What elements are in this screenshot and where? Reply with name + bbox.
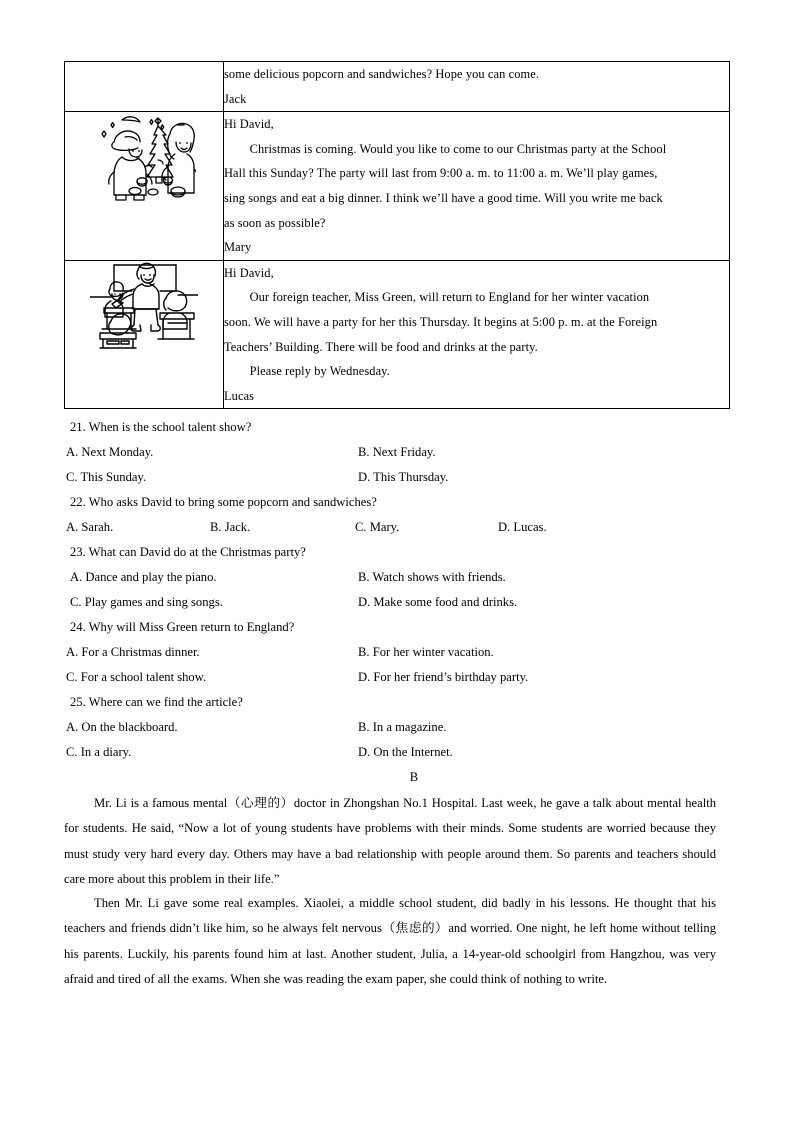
letter-line: Teachers’ Building. There will be food and drinks at the party. (224, 339, 538, 354)
option-row (64, 440, 764, 465)
option-row (64, 565, 764, 590)
option-c[interactable]: C. This Sunday. (66, 470, 147, 484)
option-row (64, 465, 764, 490)
question-22 (64, 490, 764, 540)
question-stem: 21. When is the school talent show? (70, 420, 252, 434)
question-21 (64, 415, 764, 490)
letters-table (64, 61, 730, 409)
option-b[interactable]: B. In a magazine. (358, 720, 447, 734)
letter-line: as soon as possible? (224, 215, 326, 230)
option-d[interactable]: D. For her friend’s birthday party. (358, 670, 529, 684)
question-stem: 23. What can David do at the Christmas party? (70, 545, 306, 559)
passage-b-cont (64, 891, 716, 992)
letter-line: some delicious popcorn and sandwiches? Hope you can come. (224, 67, 540, 81)
letter-greeting: Hi David, (224, 265, 274, 280)
letter-line: Hall this Sunday? The party will last from 9:00 a. m. to 11:00 a. m. We’ll play games, (224, 166, 658, 181)
option-b[interactable]: B. Watch shows with friends. (358, 570, 506, 584)
letter-cell-jack (224, 62, 730, 112)
section-b-label: B (409, 770, 419, 784)
letter-line: soon. We will have a party for her this Thursday. It begins at 5:00 p. m. at the Foreign (224, 314, 658, 329)
option-d[interactable]: D. On the Internet. (358, 745, 453, 759)
letter-signature: Jack (224, 91, 247, 106)
option-b[interactable]: B. For her winter vacation. (358, 645, 494, 659)
question-24 (64, 615, 764, 690)
question-stem: 25. Where can we find the article? (70, 695, 243, 709)
table-row (65, 62, 730, 112)
option-row (64, 665, 764, 690)
letter-signature: Lucas (224, 388, 255, 403)
option-c[interactable]: C. For a school talent show. (66, 670, 207, 684)
option-d[interactable]: D. Make some food and drinks. (358, 595, 518, 609)
question-stem: 24. Why will Miss Green return to England? (70, 620, 295, 634)
option-row (64, 590, 764, 615)
option-d[interactable]: D. This Thursday. (358, 470, 449, 484)
letter-greeting: Hi David, (224, 117, 274, 132)
illustration-cell-christmas (65, 112, 224, 261)
table-row (65, 260, 730, 409)
question-23 (64, 540, 764, 615)
option-a[interactable]: A. Next Monday. (66, 445, 154, 459)
christmas-tree-children-illustration (92, 112, 196, 204)
option-c[interactable]: C. Play games and sing songs. (70, 595, 223, 609)
option-row (64, 515, 764, 540)
letter-cell-lucas (224, 260, 730, 409)
letter-line: Christmas is coming. Would you like to come to our Christmas party at the School (224, 141, 667, 156)
illustration-cell-classroom (65, 260, 224, 409)
question-stem: 22. Who asks David to bring some popcorn and sandwiches? (70, 495, 377, 509)
letter-signature: Mary (224, 240, 252, 255)
question-25 (64, 690, 764, 765)
option-a[interactable]: A. Sarah. (66, 520, 114, 534)
option-a[interactable]: A. Dance and play the piano. (70, 570, 217, 584)
letter-line: Please reply by Wednesday. (224, 364, 390, 379)
option-b[interactable]: B. Jack. (210, 520, 251, 534)
classroom-teacher-students-illustration (90, 261, 198, 351)
option-c[interactable]: C. In a diary. (66, 745, 132, 759)
option-d[interactable]: D. Lucas. (498, 520, 547, 534)
option-row (64, 715, 764, 740)
option-b[interactable]: B. Next Friday. (358, 445, 436, 459)
letter-line: sing songs and eat a big dinner. I think we’ll have a good time. Will you write me back (224, 190, 663, 205)
option-a[interactable]: A. For a Christmas dinner. (66, 645, 200, 659)
table-row (65, 112, 730, 261)
illustration-cell-empty (65, 62, 224, 112)
letter-line: Our foreign teacher, Miss Green, will return to England for her winter vacation (224, 290, 650, 305)
passage-paragraph-1: Mr. Li is a famous mental（心理的）doctor in Zhongshan No.1 Hospital. Last week, he gave a talk about mental health for students. He said, “Now a lot of young students have problems with their minds. Some students are worried because they must study very hard every day. Others may have a bad relationship with people around them. So parents and teachers should care more about this problem in their life.” (64, 796, 716, 886)
option-row (64, 640, 764, 665)
option-a[interactable]: A. On the blackboard. (66, 720, 178, 734)
letter-cell-mary (224, 112, 730, 261)
passage-paragraph-2: Then Mr. Li gave some real examples. Xiaolei, a middle school student, did badly in his lessons. He thought that his teachers and friends didn’t like him, so he always felt nervous（焦虑的）and worried. One night, he left home without telling his parents. Luckily, his parents found him at last. Another student, Julia, a 14-year-old schoolgirl from Hangzhou, was very afraid and tired of all the exams. When she was reading the exam paper, she could think of nothing to write. (64, 896, 716, 986)
option-row (64, 740, 764, 765)
option-c[interactable]: C. Mary. (355, 520, 400, 534)
passage-b (64, 791, 716, 892)
